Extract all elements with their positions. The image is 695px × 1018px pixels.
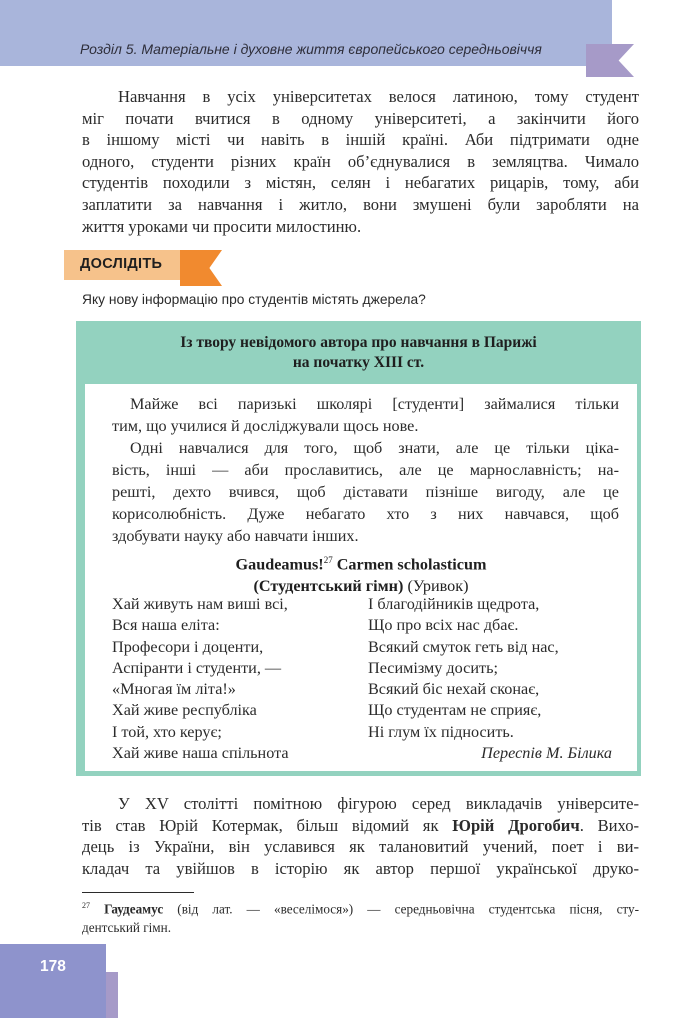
footnote-ref: 27	[323, 555, 333, 565]
footnote-line	[82, 896, 639, 918]
verse-line: Песимізму досить;	[368, 658, 498, 677]
investigate-label: ДОСЛІДІТЬ	[80, 256, 163, 272]
text-line: Навчання в усіх університетах велося латиною, тому студент	[118, 87, 639, 106]
text-line: заплатити за навчання і житло, вони змушені були заробляти на	[82, 194, 639, 214]
footnote-line: дентський гімн.	[82, 920, 172, 936]
text-line: одного, студенти різних країн об’єднувалися в земляцтва. Чимало	[82, 151, 639, 171]
quote-line: вість, інші — аби прославитись, але це марнославність; на-	[112, 461, 619, 479]
verse-line: Хай живуть нам виші всі,	[112, 595, 288, 613]
footnote	[82, 896, 639, 937]
investigate-question: Яку нову інформацію про студентів містять джерела?	[82, 292, 426, 307]
verse-line: «Многая їм літа!»	[112, 680, 236, 699]
text-line: кладач та увійшов в історію як автор першої української друко-	[82, 858, 639, 878]
anthem-title-main: Gaudeamus!	[235, 555, 324, 574]
verse-line: І благодійників щедрота,	[368, 595, 540, 613]
text-line: міг почати вчитися в одному університеті, а закінчити його	[82, 108, 639, 128]
investigate-banner-arrow	[180, 250, 222, 286]
text-segment: . Вихо-	[579, 815, 640, 835]
bold-name: Юрій Дрогобич	[452, 815, 580, 835]
verse-line: Аспіранти і студенти, —	[112, 658, 282, 677]
text-line: в іншому місті чи навіть в іншій країні. Аби підтримати одне	[82, 130, 639, 150]
text-line: У XV столітті помітною фігурою серед викладачів університе-	[118, 794, 639, 813]
verse-line: Всякий біс нехай сконає,	[368, 680, 540, 699]
source-title-line: на початку XIII ст.	[292, 354, 425, 371]
verse-line: Ні глум їх підносить.	[368, 722, 514, 741]
footnote-divider	[82, 892, 194, 893]
verse-line: Що про всіх нас дбає.	[368, 616, 519, 635]
anthem-title	[85, 549, 637, 597]
verse-line: Хай живе наша спільнота	[112, 744, 289, 763]
quote-line: решті, дехто вчився, щоб діставати пізніше вигоду, але це	[112, 483, 619, 501]
quote-line: здобувати науку або навчати інших.	[112, 527, 359, 545]
anthem-translator: Переспів М. Білика	[481, 744, 612, 762]
chapter-title: Розділ 5. Матеріальне і духовне життя європейського середньовіччя	[80, 41, 542, 57]
anthem-title-latin: Carmen scholasticum	[332, 555, 487, 574]
text-segment: тів став Юрій Котермак, більш відомий як	[82, 815, 453, 835]
page-number-accent	[106, 972, 118, 1018]
verse-line: Професори і доценти,	[112, 637, 264, 656]
quote-line: тим, що училися й досліджували щось нове.	[112, 417, 419, 435]
verse-line: Хай живе республіка	[112, 701, 257, 720]
text-line: життя уроками чи просити милостиню.	[82, 216, 362, 236]
page-number-block	[0, 944, 106, 1018]
quote-line: Одні навчалися для того, щоб знати, але це тільки ціка-	[130, 439, 619, 457]
text-line	[82, 815, 639, 837]
paragraph-universities-latin	[82, 86, 639, 237]
verse-line: Вся наша еліта:	[112, 616, 220, 635]
page-number: 178	[40, 958, 66, 975]
verse-line: І той, хто керує;	[112, 722, 222, 741]
footnote-text: (від лат. — «веселімося») — середньовічна студентська пісня, сту-	[163, 901, 639, 917]
quote-line: корисолюбність. Дуже небагато хто з них навчався, щоб	[112, 505, 619, 523]
anthem-subtitle-note: (Уривок)	[403, 577, 469, 596]
quote-line: Майже всі паризькі школярі [студенти] займалися тільки	[130, 395, 619, 413]
footnote-term: Гаудеамус	[104, 901, 164, 917]
chapter-header-tab-decoration	[586, 44, 634, 77]
text-line: студентів походили з містян, селян і небагатих рицарів, тому, аби	[82, 173, 639, 193]
anthem-verse-left	[112, 594, 289, 764]
source-quote	[112, 393, 619, 547]
source-title	[76, 333, 641, 373]
footnote-number: 27	[82, 901, 90, 910]
text-line: дець із України, він уславився як талановитий учений, поет і ви-	[82, 837, 639, 857]
paragraph-drohobych	[82, 793, 639, 879]
verse-line: Всякий смуток геть від нас,	[368, 637, 559, 656]
anthem-subtitle: (Студентський гімн)	[253, 577, 404, 596]
verse-line: Що студентам не сприяє,	[368, 701, 542, 720]
anthem-verse-right	[368, 594, 559, 743]
source-title-line: Із твору невідомого автора про навчання в Парижі	[180, 334, 537, 351]
